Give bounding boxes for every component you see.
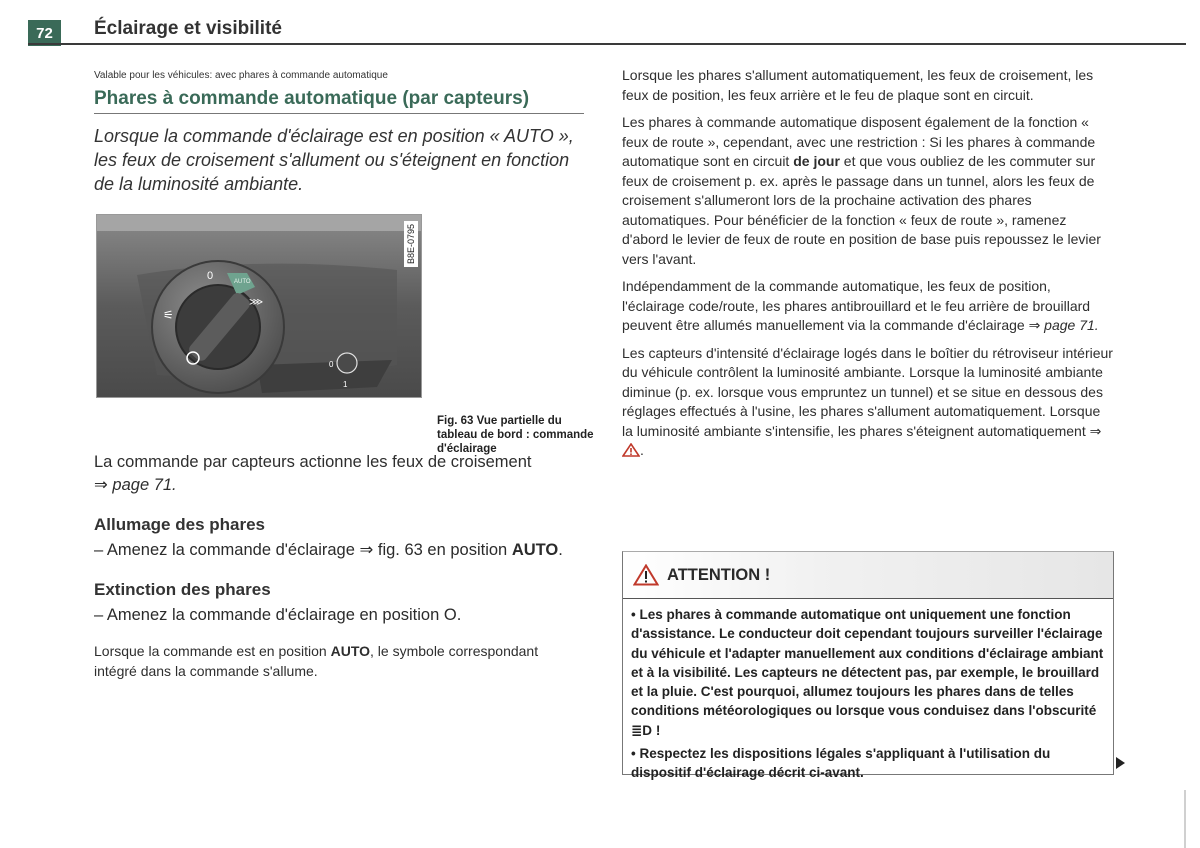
validity-note: Valable pour les véhicules: avec phares à commande automatique: [94, 70, 388, 81]
switch-on-step: – Amenez la commande d'éclairage ⇒ fig. 63 en position AUTO.: [94, 541, 563, 559]
dashboard-figure: [96, 214, 422, 398]
chapter-title: Éclairage et visibilité: [94, 18, 282, 39]
auto-symbol-note: Lorsque la commande est en position AUTO, le symbole correspondant intégré dans la commande s'allume.: [94, 643, 539, 679]
switch-off-heading: Extinction des phares: [94, 580, 271, 599]
paragraph-manual: Indépendamment de la commande automatique, les feux de position, l'éclairage code/route, les phares antibrouillard et le feu arrière de brouillard peuvent être allumés manuellement via la commande d'éclairage ⇒ page 71.: [622, 278, 1099, 333]
fig-label-knob-one: 1: [343, 380, 348, 389]
low-beam-icon: ≣D: [631, 722, 653, 738]
intro-text: Lorsque la commande d'éclairage est en position « AUTO », les feux de croisement s'allument ou s'éteignent en fonction de la luminosité ambiante.: [94, 126, 574, 194]
warning-title: ATTENTION !: [667, 565, 771, 584]
svg-text:⋙: ⋙: [249, 297, 264, 308]
figure-code: B8E-0795: [404, 221, 418, 267]
warning-box: [622, 551, 1114, 781]
warning-triangle-icon[interactable]: [622, 443, 640, 457]
figure-block: [94, 214, 594, 459]
right-column: [622, 66, 1114, 469]
light-switch-illustration: [97, 215, 421, 397]
warning-item: • Les phares à commande automatique ont uniquement une fonction d'assistance. Le conducteur doit cependant toujours surveiller l'éclairage du véhicule et l'adapter manuellement aux conditions d'éclairage ambiant et à la visibilité. Les capteurs ne détectent pas, par exemple, le brouillard et la pluie. C'est pourquoi, allumez toujours les phares dans de telles conditions météorologiques ou lorsque vous conduisez dans l'obscurité ≣D !: [631, 607, 1104, 738]
header-rule: [28, 43, 1186, 45]
page-edge: [1184, 790, 1186, 848]
sensor-page-link[interactable]: ⇒ page 71.: [94, 476, 177, 494]
warning-body: [623, 599, 1113, 783]
next-page-arrow-icon[interactable]: [1116, 757, 1125, 769]
switch-off-step: – Amenez la commande d'éclairage en position O.: [94, 606, 462, 624]
switch-on-heading: Allumage des phares: [94, 515, 266, 534]
svg-text:⚟: ⚟: [163, 308, 174, 322]
paragraph-sensors: Les capteurs d'intensité d'éclairage logés dans le boîtier du rétroviseur intérieur du véhicule contrôlent la luminosité ambiante. Lorsque la luminosité ambiante diminue (p. ex. lorsque vous empruntez un tunnel) et se situe en dessous des réglages effectués à l'usine, les phares s'allument automatiquement. Lorsque la luminosité ambiante s'intensifie, les phares s'éteignent automatiquement ⇒ .: [622, 344, 1113, 458]
paragraph-auto-lights: Lorsque les phares s'allument automatiquement, les feux de croisement, les feux de position, les feux arrière et le feu de plaque sont en circuit.: [622, 67, 1094, 103]
left-column: [94, 70, 594, 681]
sensor-text: La commande par capteurs actionne les feux de croisement: [94, 453, 532, 471]
section-title: Phares à commande automatique (par capteurs): [94, 87, 584, 114]
warning-triangle-icon: [633, 564, 659, 586]
manual-page-link[interactable]: ⇒ page 71.: [1028, 317, 1099, 333]
figure-caption: Fig. 63 Vue partielle du tableau de bord : commande d'éclairage: [437, 415, 594, 455]
fig-label-auto: AUTO: [234, 279, 251, 285]
fig-label-knob-zero: 0: [329, 360, 334, 369]
page-number: 72: [28, 20, 61, 46]
warning-header: [623, 552, 1113, 599]
fig-label-zero: 0: [207, 270, 214, 282]
warning-item: • Respectez les dispositions légales s'appliquant à l'utilisation du dispositif d'éclairage décrit ci-avant.: [631, 746, 1051, 781]
paragraph-high-beam: Les phares à commande automatique disposent également de la fonction « feux de route », cependant, avec une restriction : Si les phares à commande automatique sont en circuit de jour et que vous oubliez de les commuter sur feux de croisement p. ex. après le passage dans un tunnel, alors les feux de croisement s'allumeront lors de la prochaine activation des phares automatiques. Pour bénéficier de la fonction « feux de route », ramenez d'abord le levier de feux de route en position de base puis repoussez le levier vers l'avant.: [622, 114, 1101, 267]
